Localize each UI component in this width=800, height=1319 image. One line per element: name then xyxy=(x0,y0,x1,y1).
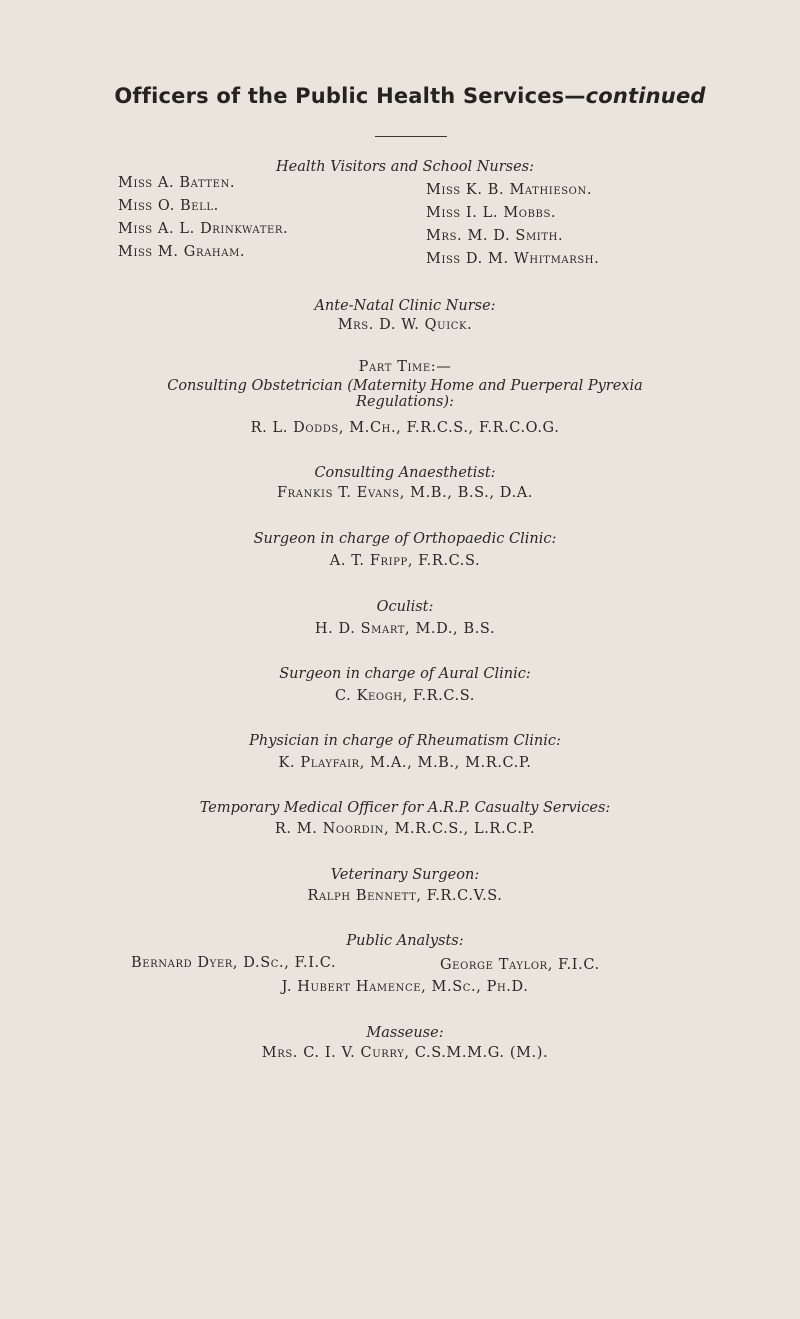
antenatal-name: Mrs. D. W. Quick. xyxy=(337,317,473,333)
nurse-name: Miss K. B. Mathieson. xyxy=(426,182,593,198)
page-title xyxy=(0,84,800,108)
anaesthetist-heading: Consulting Anaesthetist: xyxy=(314,465,496,481)
antenatal-heading: Ante-Natal Clinic Nurse: xyxy=(314,298,496,314)
analyst-name: Bernard Dyer, D.Sc., F.I.C. xyxy=(131,955,337,971)
orthopaedic-name: A. T. Fripp, F.R.C.S. xyxy=(329,553,481,569)
obstetrician-heading: Consulting Obstetrician (Maternity Home and Puerperal Pyrexia xyxy=(167,378,643,394)
masseuse-heading: Masseuse: xyxy=(366,1025,444,1041)
obstetrician-heading-cont: Regulations): xyxy=(356,394,454,410)
nurse-name: Mrs. M. D. Smith. xyxy=(426,228,564,244)
analyst-name: George Taylor, F.I.C. xyxy=(440,957,600,973)
orthopaedic-heading: Surgeon in charge of Orthopaedic Clinic: xyxy=(253,531,557,547)
title-main: Officers of the Public Health Services— xyxy=(114,84,586,108)
arp-heading: Temporary Medical Officer for A.R.P. Casualty Services: xyxy=(199,800,611,816)
nurse-name: Miss I. L. Mobbs. xyxy=(426,205,557,221)
arp-name: R. M. Noordin, M.R.C.S., L.R.C.P. xyxy=(274,821,536,837)
title-rule xyxy=(375,136,447,137)
nurses-heading: Health Visitors and School Nurses: xyxy=(275,159,535,175)
nurse-name: Miss M. Graham. xyxy=(118,244,246,260)
analysts-heading: Public Analysts: xyxy=(346,933,464,949)
nurses-left-column xyxy=(118,172,288,264)
masseuse-name: Mrs. C. I. V. Curry, C.S.M.M.G. (M.). xyxy=(261,1045,549,1061)
nurse-name: Miss A. L. Drinkwater. xyxy=(118,221,289,237)
veterinary-name: Ralph Bennett, F.R.C.V.S. xyxy=(307,888,503,904)
obstetrician-name: R. L. Dodds, M.Ch., F.R.C.S., F.R.C.O.G. xyxy=(250,420,560,436)
anaesthetist-name: Frankis T. Evans, M.B., B.S., D.A. xyxy=(276,485,533,501)
title-suffix: continued xyxy=(585,84,706,108)
nurse-name: Miss O. Bell. xyxy=(118,198,219,214)
oculist-name: H. D. Smart, M.D., B.S. xyxy=(314,621,496,637)
analyst-name: J. Hubert Hamence, M.Sc., Ph.D. xyxy=(281,979,529,995)
nurse-name: Miss D. M. Whitmarsh. xyxy=(426,251,600,267)
aural-name: C. Keogh, F.R.C.S. xyxy=(334,688,475,704)
veterinary-heading: Veterinary Surgeon: xyxy=(330,867,480,883)
rheumatism-heading: Physician in charge of Rheumatism Clinic: xyxy=(249,733,561,749)
part-time-label: Part Time:— xyxy=(358,359,452,375)
aural-heading: Surgeon in charge of Aural Clinic: xyxy=(279,666,531,682)
nurses-right-column xyxy=(426,179,599,271)
nurse-name: Miss A. Batten. xyxy=(118,175,236,191)
oculist-heading: Oculist: xyxy=(376,599,434,615)
rheumatism-name: K. Playfair, M.A., M.B., M.R.C.P. xyxy=(278,755,532,771)
